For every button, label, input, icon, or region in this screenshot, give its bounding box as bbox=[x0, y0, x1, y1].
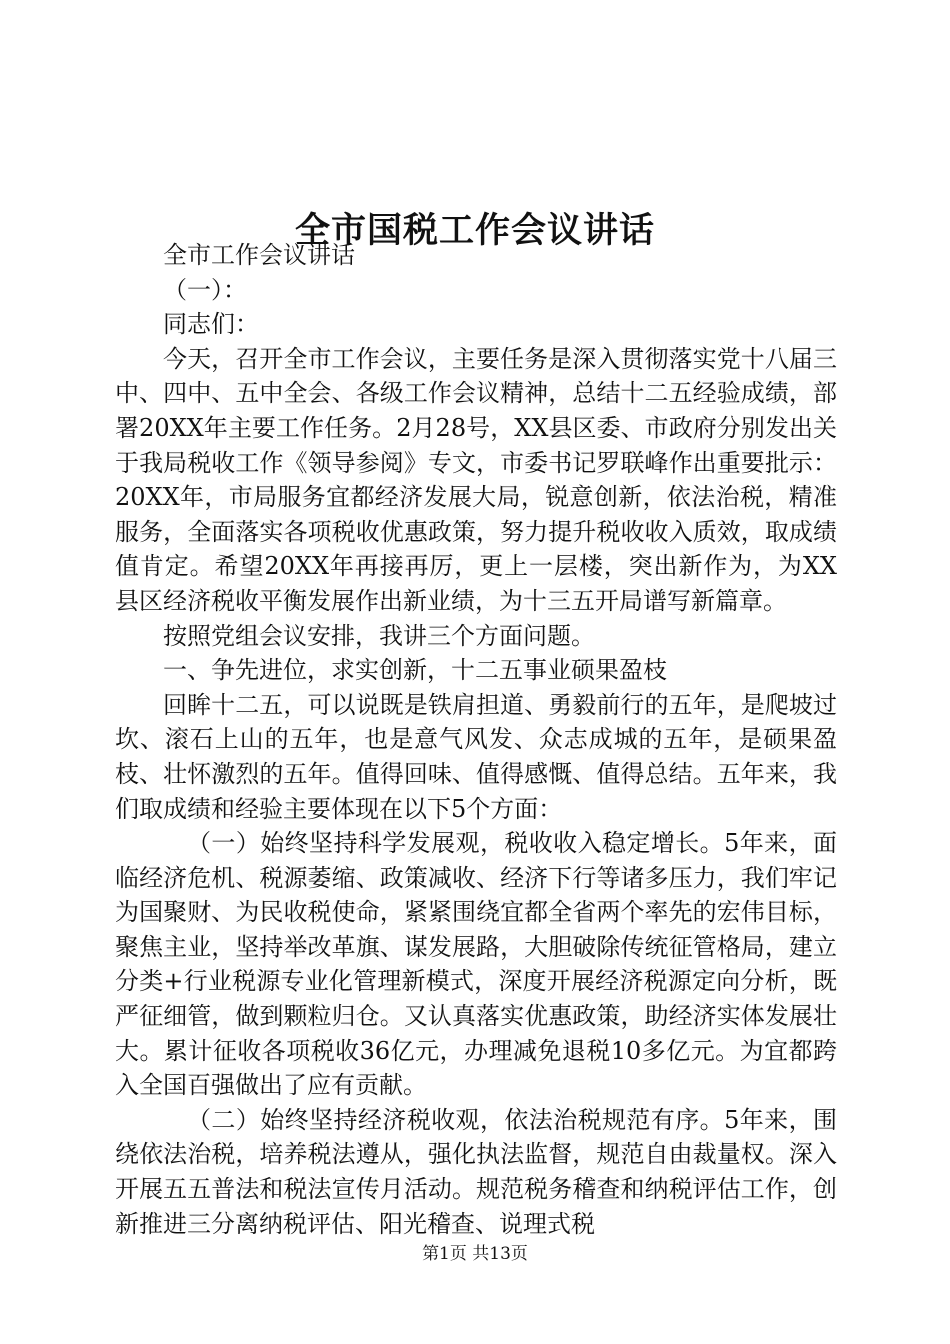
paragraph-point-two: （二）始终坚持经济税收观，依法治税规范有序。5年来，围绕依法治税，培养税法遵从，强化执法监督，规范自由裁量权。深入开展五五普法和税法宣传月活动。规范税务稽查和纳税评估工作，创新推进三分离纳税评估、阳光稽查、说理式税 bbox=[115, 1105, 837, 1238]
paragraph-salutation: 同志们： bbox=[163, 310, 259, 339]
paragraph-arrangement: 按照党组会议安排，我讲三个方面问题。 bbox=[163, 621, 595, 650]
paragraph-intro: 今天，召开全市工作会议，主要任务是深入贯彻落实党十八届三中、四中、五中全会、各级工作会议精神，总结十二五经验成绩，部署20XX年主要工作任务。2月28号，XX县区委、市政府分别发出关于我局税收工作《领导参阅》专文，市委书记罗联峰作出重要批示：20XX年，市局服务宜都经济发展大局，锐意创新，依法治税，精准服务，全面落实各项税收优惠政策，努力提升税收收入质效，取成绩值肯定。希望20XX年再接再厉，更上一层楼，突出新作为，为XX县区经济税收平衡发展作出新业绩，为十三五开局谱写新篇章。 bbox=[115, 344, 837, 615]
page-number: 第1页 共13页 bbox=[422, 1244, 528, 1264]
paragraph-review: 回眸十二五，可以说既是铁肩担道、勇毅前行的五年，是爬坡过坎、滚石上山的五年，也是意气风发、众志成城的五年，是硕果盈枝、壮怀激烈的五年。值得回味、值得感慨、值得总结。五年来，我们取成绩和经验主要体现在以下5个方面： bbox=[115, 690, 837, 823]
heading-section-one: 一、争先进位，求实创新，十二五事业硕果盈枝 bbox=[163, 656, 667, 685]
paragraph-subtitle: 全市工作会议讲话 bbox=[163, 241, 355, 269]
paragraph-point-one: （一）始终坚持科学发展观，税收收入稳定增长。5年来，面临经济危机、税源萎缩、政策减收、经济下行等诸多压力，我们牢记为国聚财、为民收税使命，紧紧围绕宜都全省两个率先的宏伟目标，聚焦主业，坚持举改革旗、谋发展路，大胆破除传统征管格局，建立分类+行业税源专业化管理新模式，深度开展经济税源定向分析，既严征细管，做到颗粒归仓。又认真落实优惠政策，助经济实体发展壮大。累计征收各项税收36亿元，办理减免退税10多亿元。为宜都跨入全国百强做出了应有贡献。 bbox=[115, 829, 837, 1100]
document-title: 全市国税工作会议讲话 bbox=[294, 210, 655, 252]
paragraph-section-label: （一）： bbox=[163, 275, 247, 304]
document-body bbox=[115, 238, 837, 1241]
